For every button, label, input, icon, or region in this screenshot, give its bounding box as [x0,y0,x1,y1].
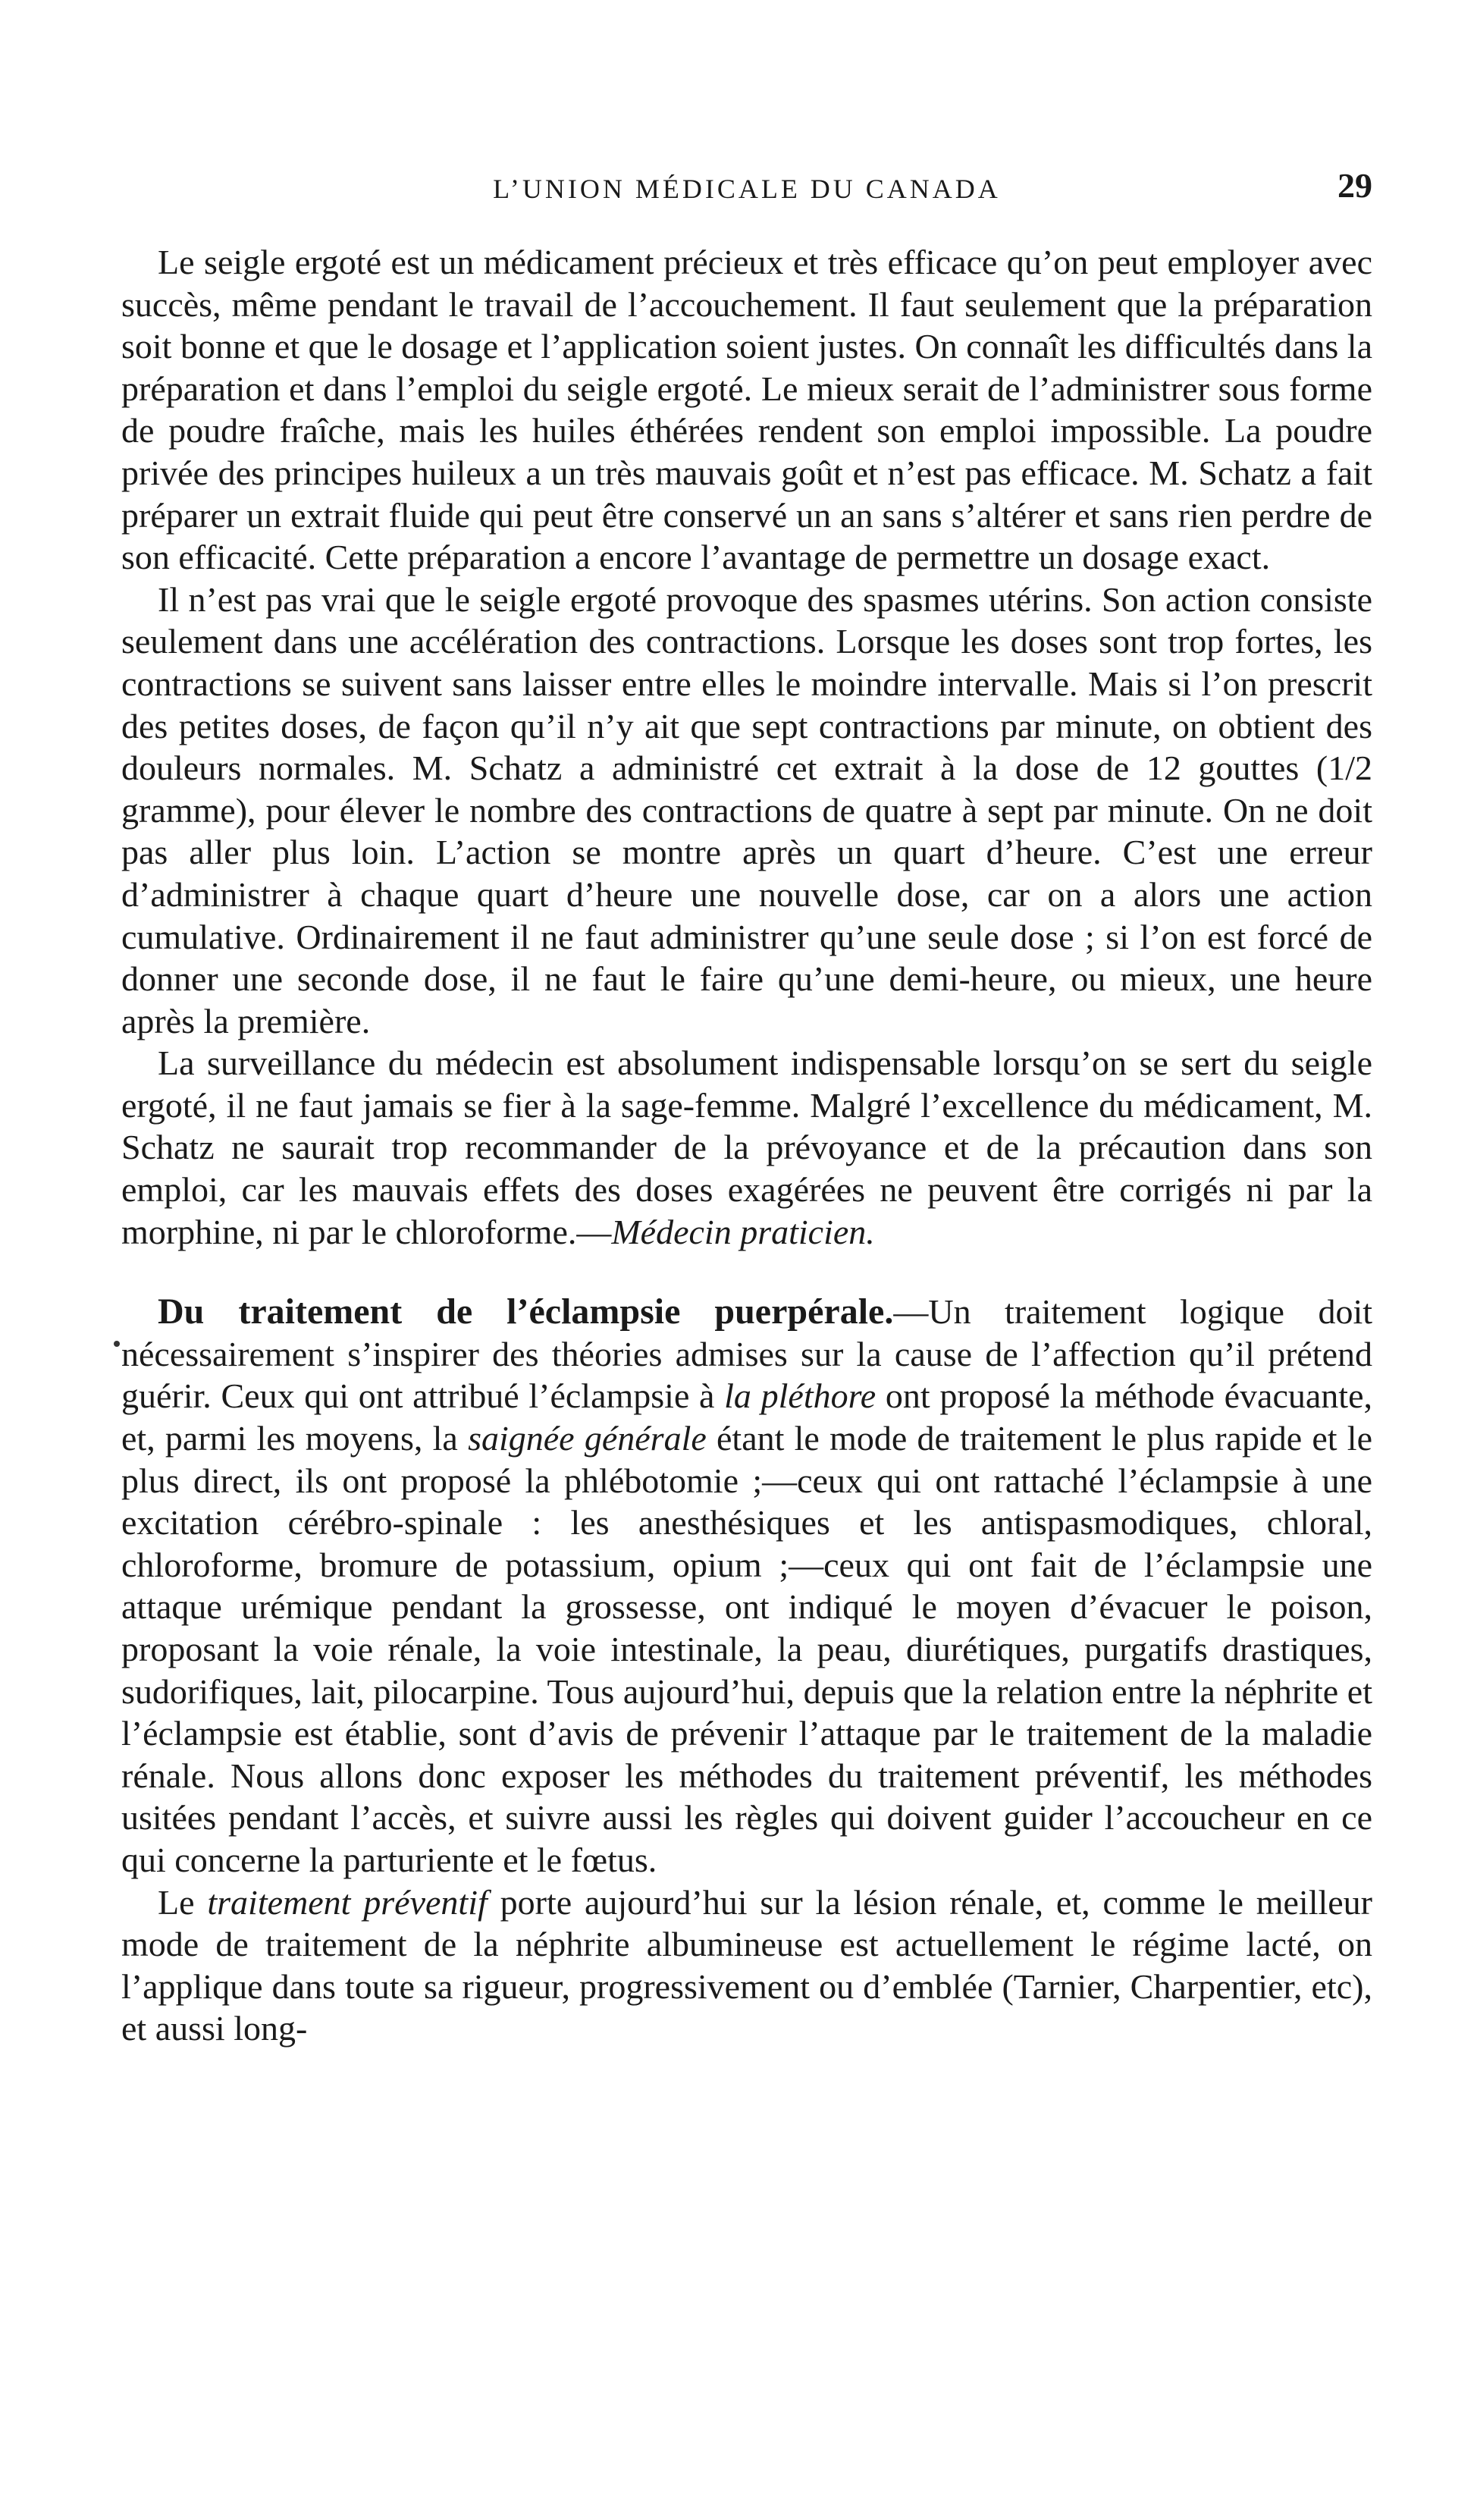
italic-term: saignée générale [468,1419,707,1458]
paragraph-ergot-efficacy: Le seigle ergoté est un médicament précieux et très efficace qu’on peut employer avec succès, même pendant le travail de l’accouchement. Il faut seulement que la préparation soit bonne et que le dosage et l’application soient justes. On connaît les difficultés dans la préparation et dans l’emploi du seigle ergoté. Le mieux serait de l’administrer sous forme de poudre fraîche, mais les huiles éthérées rendent son emploi impossible. La poudre privée des principes huileux a un très mauvais goût et n’est pas efficace. M. Schatz a fait préparer un extrait fluide qui peut être conservé un an sans s’altérer et sans rien perdre de son efficacité. Cette préparation a encore l’avantage de permettre un dosage exact. [121,243,1372,577]
paragraph-eclampsia-intro [121,1291,1372,1881]
paragraph-text: étant le mode de traitement le plus rapide et le plus direct, ils ont proposé la phlébotomie ;—ceux qui ont rattaché l’éclampsie à une excitation cérébro-spinale : les anesthésiques et les antispasmodiques, chloral, chloroforme, bromure de potassium, opium ;—ceux qui ont fait de l’éclampsie une attaque urémique pendant la grossesse, ont indiqué le moyen d’évacuer le poison, proposant la voie rénale, la voie intestinale, la peau, diurétiques, purgatifs drastiques, sudorifiques, lait, pilocarpine. Tous aujourd’hui, depuis que la relation entre la néphrite et l’éclampsie est établie, sont d’avis de prévenir l’attaque par le traitement de la maladie rénale. Nous allons donc exposer les méthodes du traitement préventif, les méthodes usitées pendant l’accès, et suivre aussi les règles qui doivent guider l’accoucheur en ce qui concerne la parturiente et le fœtus. [121,1419,1373,1879]
body-text [121,241,1372,2050]
paragraph-text: Le [158,1882,208,1922]
stray-ink-dot [114,1341,120,1347]
paragraph-text: —Un traitement logique doit nécessairement s’inspirer des théories admises sur la cause de l’affection qu’il prétend guérir. Ceux qui ont attribué l’éclampsie à [121,1292,1373,1416]
paragraph-text: ont proposé la méthode évacuante, et, parmi les moyens, la [121,1376,1373,1458]
italic-term: traitement préventif [207,1882,488,1922]
page-number: 29 [1337,166,1372,205]
italic-term: la pléthore [724,1376,876,1416]
paragraph-preventive-treatment [121,1881,1372,2050]
section-heading: Du traitement de l’éclampsie puerpérale. [158,1291,894,1332]
paragraph-text: porte aujourd’hui sur la lésion rénale, et, comme le meilleur mode de traitement de la néphrite albumineuse est actuellement le régime lacté, on l’applique dans toute sa rigueur, progressivement ou d’emblée (Tarnier, Charpentier, etc), et aussi long- [121,1882,1373,2048]
paragraph-text: La surveillance du médecin est absolument indispensable lorsqu’on se sert du seigle ergoté, il ne faut jamais se fier à la sage-femme. Malgré l’excellence du médicament, M. Schatz ne saurait trop recommander de la prévoyance et de la précaution dans son emploi, car les mauvais effets des doses exagérées ne peuvent être corrigés ni par la morphine, ni par le chloroforme.— [121,1043,1372,1251]
paragraph-ergot-dosage: Il n’est pas vrai que le seigle ergoté provoque des spasmes utérins. Son action consiste seulement dans une accélération des contractions. Lorsque les doses sont trop fortes, les contractions se suivent sans laisser entre elles le moindre intervalle. Mais si l’on prescrit des petites doses, de façon qu’il n’y ait que sept contractions par minute, on obtient des douleurs normales. M. Schatz a administré cet extrait à la dose de 12 gouttes (1/2 gramme), pour élever le nombre des contractions de quatre à sept par minute. On ne doit pas aller plus loin. L’action se montre après un quart d’heure. C’est une erreur d’administrer à chaque quart d’heure une nouvelle dose, car on a alors une action cumulative. Ordinairement il ne faut administrer qu’une seule dose ; si l’on est forcé de donner une seconde dose, il ne faut le faire qu’une demi-heure, ou mieux, une heure après la première. [121,579,1372,1040]
paragraph-ergot-surveillance [121,1042,1372,1253]
running-header [121,165,1372,211]
journal-title: L’UNION MÉDICALE DU CANADA [493,174,1001,204]
source-citation: Médecin praticien. [611,1212,875,1251]
